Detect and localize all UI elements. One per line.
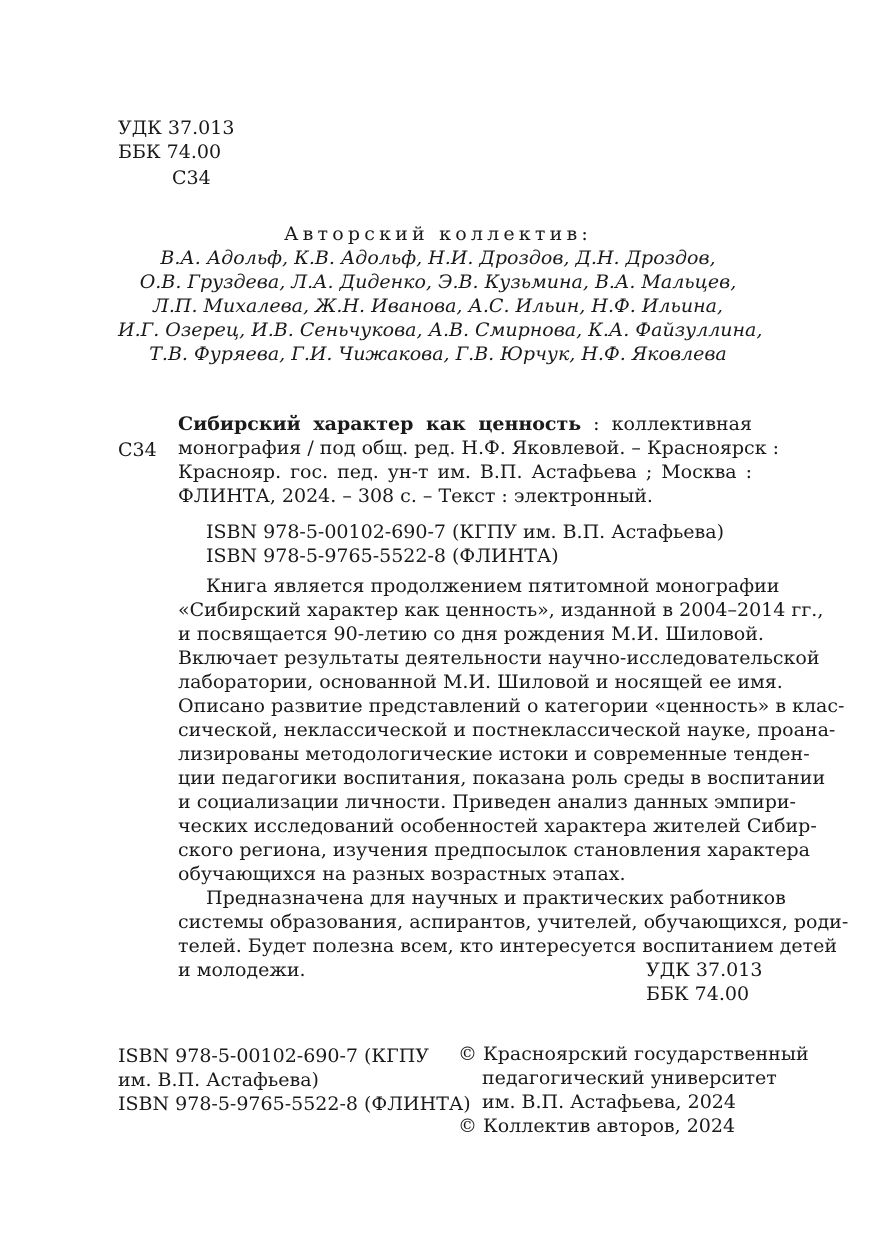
annotation-line: обучающихся на разных возрастных этапах.	[178, 863, 626, 885]
annotation-line: Предназначена для научных и практических работников	[206, 887, 786, 909]
annotation-line: лаборатории, основанной М.И. Шиловой и носящей ее имя.	[178, 671, 783, 693]
annotation-line: телей. Будет полезна всем, кто интересуется воспитанием детей	[178, 935, 837, 957]
annotation-line: и посвящается 90-летию со дня рождения М.И. Шиловой.	[178, 623, 764, 645]
bbk-code-bottom: ББК 74.00	[646, 983, 750, 1005]
author-mark-top: С34	[172, 167, 211, 189]
annotation-line: и молодежи.	[178, 959, 306, 981]
record-line: ФЛИНТА, 2024. – 308 с. – Текст : электронный.	[178, 485, 653, 507]
record-line	[178, 412, 752, 436]
record-isbn-2: ISBN 978-5-9765-5522-8 (ФЛИНТА)	[206, 545, 559, 567]
annotation-line: Включает результаты деятельности научно-исследовательской	[178, 647, 820, 669]
annotation-line: и социализации личности. Приведен анализ данных эмпири-	[178, 791, 796, 813]
record-line1-rest: : коллективная	[581, 413, 752, 435]
record-isbn-1: ISBN 978-5-00102-690-7 (КГПУ им. В.П. Астафьева)	[206, 521, 724, 543]
author-mark-record: С34	[118, 439, 157, 461]
annotation-line: сической, неклассической и постнеклассической науке, проана-	[178, 719, 836, 741]
copyright-line: педагогический университет	[482, 1067, 777, 1089]
authors-line: В.А. Адольф, К.В. Адольф, Н.И. Дроздов, Д.Н. Дроздов,	[160, 247, 716, 269]
isbn-line: ISBN 978-5-9765-5522-8 (ФЛИНТА)	[118, 1093, 471, 1115]
bbk-code-top: ББК 74.00	[118, 141, 222, 163]
authors-heading: Авторский коллектив:	[284, 223, 592, 245]
copyright-line: им. В.П. Астафьева, 2024	[482, 1091, 736, 1113]
authors-line: Т.В. Фуряева, Г.И. Чижакова, Г.В. Юрчук, Н.Ф. Яковлева	[149, 343, 727, 365]
authors-line: Л.П. Михалева, Ж.Н. Иванова, А.С. Ильин, Н.Ф. Ильина,	[153, 295, 723, 317]
record-line: Краснояр. гос. пед. ун-т им. В.П. Астафьева ; Москва :	[178, 461, 752, 483]
annotation-line: «Сибирский характер как ценность», изданной в 2004–2014 гг.,	[178, 599, 824, 621]
annotation-line: Описано развитие представлений о категории «ценность» в клас-	[178, 695, 845, 717]
annotation-line: Книга является продолжением пятитомной монографии	[206, 575, 780, 597]
isbn-line: им. В.П. Астафьева)	[118, 1069, 319, 1091]
annotation-line: системы образования, аспирантов, учителей, обучающихся, роди-	[178, 911, 849, 933]
udk-code-bottom: УДК 37.013	[646, 959, 763, 981]
authors-line: И.Г. Озерец, И.В. Сеньчукова, А.В. Смирнова, К.А. Файзуллина,	[118, 319, 763, 341]
isbn-block	[118, 1044, 471, 1116]
isbn-line: ISBN 978-5-00102-690-7 (КГПУ	[118, 1045, 430, 1067]
annotation-line: ции педагогики воспитания, показана роль среды в воспитании	[178, 767, 826, 789]
copyright-line: © Коллектив авторов, 2024	[458, 1115, 736, 1137]
bibliographic-record	[178, 412, 780, 508]
copyright-line: © Красноярский государственный	[458, 1043, 809, 1065]
udk-code-top: УДК 37.013	[118, 117, 235, 139]
annotation-line: ческих исследований особенностей характера жителей Сибир-	[178, 815, 817, 837]
authors-line: О.В. Груздева, Л.А. Диденко, Э.В. Кузьмина, В.А. Мальцев,	[139, 271, 737, 293]
authors-block	[118, 222, 763, 366]
annotation	[178, 574, 849, 982]
copyright-block	[458, 1042, 809, 1138]
annotation-line: ского региона, изучения предпосылок становления характера	[178, 839, 810, 861]
record-line: монография / под общ. ред. Н.Ф. Яковлевой. – Красноярск :	[178, 437, 780, 459]
annotation-line: лизированы методологические истоки и современные тенден-	[178, 743, 810, 765]
book-title: Сибирский характер как ценность	[178, 413, 582, 435]
